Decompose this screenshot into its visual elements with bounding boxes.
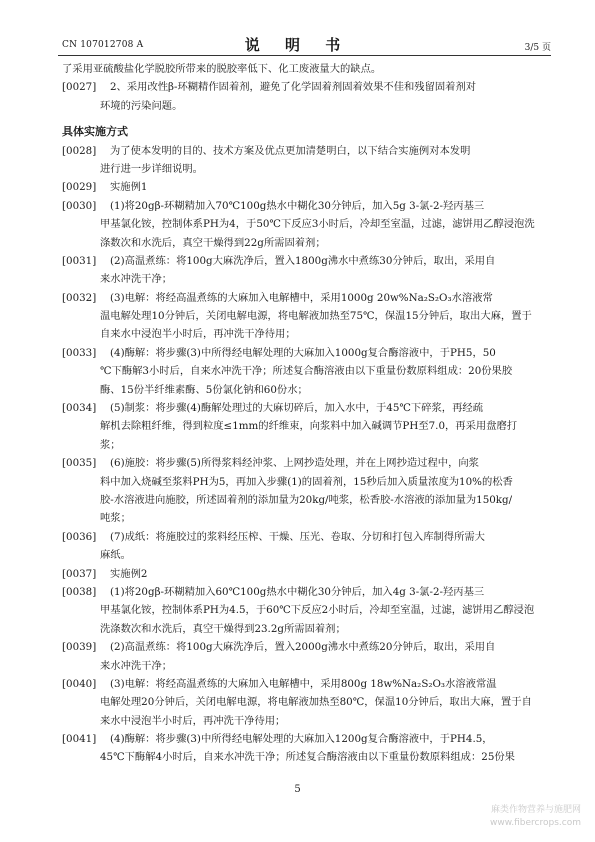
text-line <box>62 97 554 115</box>
watermark-url: www.fibercrops.com <box>490 818 581 828</box>
text-line <box>62 325 554 343</box>
line-text: 电解处理20分钟后，关闭电解电源，将电解液加热至80℃，保温10分钟后，取出大麻，置于自 <box>100 696 532 709</box>
text-line <box>62 657 554 675</box>
line-text: 来水冲洗干净； <box>100 659 173 672</box>
text-line <box>62 601 554 619</box>
line-text: 进行进一步详细说明。 <box>100 162 203 175</box>
page-number: 5 <box>294 784 301 795</box>
header-rule <box>58 55 551 56</box>
paragraph-number: [0033] <box>62 346 97 359</box>
paragraph-number: [0041] <box>62 733 97 746</box>
line-text: 来水冲洗干净； <box>100 273 173 286</box>
text-line <box>62 473 554 491</box>
text-line <box>62 491 554 509</box>
paragraph-number: [0038] <box>62 585 97 598</box>
line-text: (4)酶解：将步骤(3)中所得经电解处理的大麻加入1000g复合酶溶液中，于PH5，50 <box>110 346 496 359</box>
paragraph-number: [0032] <box>62 291 97 304</box>
line-text: (2)高温煮练：将100g大麻洗净后，置入2000g沸水中煮练20分钟后，取出，采用自 <box>110 641 496 654</box>
line-text: 麻纸。 <box>100 549 131 562</box>
line-text: 2、采用改性β-环糊精作固着剂，避免了化学固着剂固着效果不佳和残留固着剂对 <box>110 81 477 94</box>
line-text: 来水中浸泡半小时后，再冲洗干净待用； <box>100 714 286 727</box>
line-text: (4)酶解：将步骤(3)中所得经电解处理的大麻加入1200g复合酶溶液中，于PH4.5， <box>110 733 493 746</box>
line-text: 实施例1 <box>110 181 148 194</box>
line-text: 甲基氯化铵，控制体系PH为4.5，于60℃下反应2小时后，冷却至室温，过滤，滤饼用乙醇浸泡 <box>100 604 535 617</box>
line-text: 温电解处理10分钟后，关闭电解电源，将电解液加热至75℃，保温15分钟后，取出大麻，置于 <box>100 310 532 323</box>
paragraph-number: [0039] <box>62 641 97 654</box>
text-line <box>62 197 554 215</box>
line-text: 浆； <box>100 438 121 451</box>
header-title: 说 明 书 <box>244 36 351 54</box>
header-page-indicator: 3/5 页 <box>524 43 551 53</box>
paragraph-number: [0034] <box>62 402 97 415</box>
paragraph-number: [0036] <box>62 530 97 543</box>
text-line <box>62 142 554 160</box>
line-text: 45℃下酶解4小时后，自来水冲洗干净；所述复合酶溶液由以下重量份数原料组成：25份果 <box>100 751 515 764</box>
line-text: (3)电解：将经高温煮练的大麻加入电解槽中，采用800g 18w%Na₂S₂O₃水溶液常温 <box>110 677 497 690</box>
text-line <box>62 509 554 527</box>
text-line <box>62 399 554 417</box>
text-line <box>62 436 554 454</box>
text-line <box>62 675 554 693</box>
text-line <box>62 712 554 730</box>
text-line <box>62 78 554 96</box>
text-line <box>62 454 554 472</box>
paragraph-number: [0027] <box>62 81 97 94</box>
watermark <box>490 804 581 830</box>
text-line <box>62 417 554 435</box>
text-line <box>62 730 554 748</box>
line-text: 洗涤数次和水洗后，真空干燥得到23.2g所需固着剂； <box>100 622 346 635</box>
text-line <box>62 252 554 270</box>
text-line <box>62 528 554 546</box>
line-text: (7)成纸：将施胶过的浆料经压榨、干燥、压光、卷取、分切和打包入库制得所需大 <box>110 530 485 543</box>
line-text: 环境的污染问题。 <box>100 99 183 112</box>
text-line <box>62 620 554 638</box>
line-text: 吨浆； <box>100 512 131 525</box>
text-line <box>62 638 554 656</box>
line-text: 甲基氯化铵，控制体系PH为4，于50℃下反应3小时后，冷却至室温，过滤，滤饼用乙醇浸泡洗 <box>100 218 535 231</box>
line-text: (6)施胶：将步骤(5)所得浆料经沖浆、上网抄造处理，并在上网抄造过程中，向浆 <box>110 457 479 470</box>
text-line <box>62 344 554 362</box>
text-line <box>62 693 554 711</box>
text-line <box>62 234 554 252</box>
line-text: 胶-水溶液进向施胶，所述固着剂的添加量为20kg/吨浆，松香胶-水溶液的添加量为150kg/ <box>100 493 513 506</box>
line-text: (1)将20gβ-环糊精加入70℃100g热水中糊化30分钟后，加入5g 3-氯-2-羟丙基三 <box>110 199 485 212</box>
line-text: 实施例2 <box>110 567 148 580</box>
text-line <box>62 215 554 233</box>
paragraph-number: [0028] <box>62 144 97 157</box>
paragraph-number: [0030] <box>62 199 97 212</box>
paragraph-number: [0040] <box>62 677 97 690</box>
text-line <box>62 178 554 196</box>
line-text: 酶、15份半纤维素酶、5份氯化钠和60份水； <box>100 383 308 396</box>
line-text: (5)制浆：将步骤(4)酶解处理过的大麻切碎后，加入水中，于45℃下碎浆，再经疏 <box>110 402 483 415</box>
text-line <box>62 748 554 766</box>
section-heading <box>62 123 554 141</box>
line-text: (2)高温煮练：将100g大麻洗净后，置入1800g沸水中煮练30分钟后，取出，采用自 <box>110 254 496 267</box>
line-text: 料中加入烧碱至浆料PH为5，再加入步骤(1)的固着剂，15秒后加入质量浓度为10%的松香 <box>100 475 513 488</box>
line-text: ℃下酶解3小时后，自来水冲洗干净；所述复合酶溶液由以下重量份数原料组成：20份果胶 <box>100 365 513 378</box>
watermark-name: 麻类作物营养与施肥网 <box>490 805 581 815</box>
line-text: 涤数次和水洗后，真空干燥得到22g所需固着剂； <box>100 236 326 249</box>
text-line <box>62 583 554 601</box>
line-text: 了采用亚硫酸盐化学脱胶所带来的脱胶率低下、化工废液量大的缺点。 <box>62 63 382 75</box>
text-line <box>62 160 554 178</box>
text-line <box>62 565 554 583</box>
paragraph-gap <box>62 115 554 123</box>
line-text: (1)将20gβ-环糊精加入60℃100g热水中糊化30分钟后，加入4g 3-氯-2-羟丙基三 <box>110 585 485 598</box>
line-text: 解机去除粗纤维，得到粒度≤1mm的纤维束，向浆料中加入碱调节PH至7.0，再采用盘磨打 <box>100 420 518 433</box>
text-line <box>62 307 554 325</box>
text-line <box>62 362 554 380</box>
document-body <box>62 60 554 767</box>
header-publication-number: CN 107012708 A <box>62 40 144 50</box>
text-line <box>62 60 554 78</box>
paragraph-number: [0031] <box>62 254 97 267</box>
line-text: (3)电解：将经高温煮练的大麻加入电解槽中，采用1000g 20w%Na₂S₂O₃水溶液常 <box>110 291 493 304</box>
paragraph-number: [0029] <box>62 181 97 194</box>
line-text: 具体实施方式 <box>62 125 128 139</box>
text-line <box>62 381 554 399</box>
text-line <box>62 270 554 288</box>
paragraph-number: [0035] <box>62 457 97 470</box>
line-text: 为了使本发明的目的、技术方案及优点更加清楚明白，以下结合实施例对本发明 <box>110 144 471 157</box>
text-line <box>62 546 554 564</box>
paragraph-number: [0037] <box>62 567 97 580</box>
text-line <box>62 289 554 307</box>
line-text: 自来水中浸泡半小时后，再冲洗干净待用； <box>100 328 296 341</box>
